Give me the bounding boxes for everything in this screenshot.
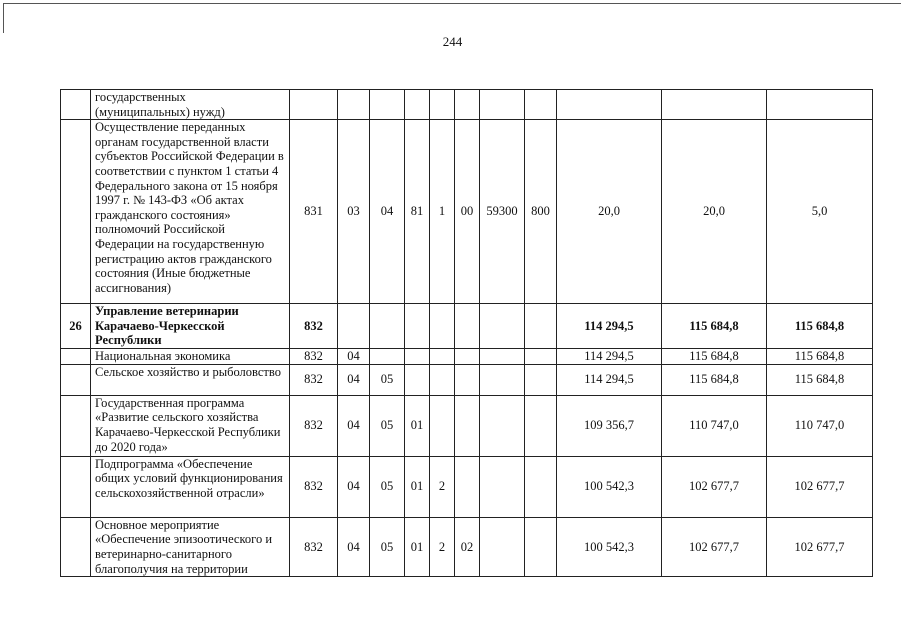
amount-year-1: 109 356,7 [557, 395, 662, 456]
code-expense-type [525, 456, 557, 517]
item-name: Национальная экономика [91, 349, 290, 365]
code-target-program: 81 [405, 120, 430, 304]
code-grbs: 832 [290, 349, 338, 365]
code-section: 03 [338, 120, 370, 304]
item-name: Подпрограмма «Обеспечение общих условий функционирования сельскохозяйственной отрасли» [91, 456, 290, 517]
item-name: Сельское хозяйство и рыболовство [91, 364, 290, 395]
code-subsection [370, 90, 405, 120]
code-target-direction [480, 395, 525, 456]
code-target-event [455, 349, 480, 365]
amount-year-2: 115 684,8 [662, 349, 767, 365]
code-subsection [370, 304, 405, 349]
code-target-subprogram [430, 90, 455, 120]
row-number [61, 349, 91, 365]
code-grbs: 832 [290, 364, 338, 395]
code-subsection: 05 [370, 517, 405, 576]
code-expense-type [525, 395, 557, 456]
code-grbs: 832 [290, 517, 338, 576]
code-section [338, 304, 370, 349]
code-target-event [455, 90, 480, 120]
table-row [61, 304, 873, 349]
amount-year-3 [767, 90, 873, 120]
amount-year-2: 115 684,8 [662, 364, 767, 395]
code-subsection: 05 [370, 456, 405, 517]
item-name: государственных (муниципальных) нужд) [91, 90, 290, 120]
code-target-subprogram [430, 395, 455, 456]
row-number [61, 395, 91, 456]
code-grbs [290, 90, 338, 120]
amount-year-3: 115 684,8 [767, 349, 873, 365]
amount-year-3: 115 684,8 [767, 364, 873, 395]
code-target-event [455, 304, 480, 349]
code-section: 04 [338, 456, 370, 517]
code-section: 04 [338, 364, 370, 395]
code-section: 04 [338, 395, 370, 456]
amount-year-3: 102 677,7 [767, 456, 873, 517]
code-section [338, 90, 370, 120]
code-expense-type [525, 90, 557, 120]
code-target-direction [480, 364, 525, 395]
code-subsection [370, 349, 405, 365]
amount-year-2 [662, 90, 767, 120]
item-name: Государственная программа «Развитие сельского хозяйства Карачаево-Черкесской Республики до 2020 года» [91, 395, 290, 456]
page-number: 244 [442, 34, 463, 49]
amount-year-1 [557, 90, 662, 120]
code-section: 04 [338, 349, 370, 365]
amount-year-2: 102 677,7 [662, 517, 767, 576]
code-target-subprogram: 1 [430, 120, 455, 304]
code-target-subprogram [430, 304, 455, 349]
code-target-subprogram [430, 364, 455, 395]
row-number [61, 517, 91, 576]
code-target-event [455, 395, 480, 456]
amount-year-1: 100 542,3 [557, 517, 662, 576]
row-number [61, 364, 91, 395]
scan-border-top [3, 3, 901, 4]
code-grbs: 831 [290, 120, 338, 304]
code-target-direction [480, 456, 525, 517]
code-subsection: 05 [370, 395, 405, 456]
code-section: 04 [338, 517, 370, 576]
code-subsection: 04 [370, 120, 405, 304]
code-target-direction [480, 517, 525, 576]
item-name: Основное мероприятие «Обеспечение эпизоотического и ветеринарно-санитарного благополучия на территории [91, 517, 290, 576]
table-row [61, 517, 873, 576]
amount-year-2: 110 747,0 [662, 395, 767, 456]
row-number: 26 [61, 304, 91, 349]
code-target-event: 00 [455, 120, 480, 304]
code-subsection: 05 [370, 364, 405, 395]
row-number [61, 456, 91, 517]
code-grbs: 832 [290, 304, 338, 349]
code-expense-type [525, 364, 557, 395]
code-target-direction [480, 349, 525, 365]
item-name: Управление ветеринарии Карачаево-Черкесской Республики [91, 304, 290, 349]
row-number [61, 90, 91, 120]
amount-year-2: 115 684,8 [662, 304, 767, 349]
code-target-direction [480, 90, 525, 120]
budget-table [60, 89, 873, 577]
amount-year-3: 102 677,7 [767, 517, 873, 576]
table-row [61, 90, 873, 120]
code-target-program: 01 [405, 456, 430, 517]
amount-year-1: 114 294,5 [557, 349, 662, 365]
code-expense-type [525, 517, 557, 576]
amount-year-2: 102 677,7 [662, 456, 767, 517]
code-expense-type [525, 349, 557, 365]
code-target-program: 01 [405, 395, 430, 456]
code-expense-type [525, 304, 557, 349]
amount-year-3: 110 747,0 [767, 395, 873, 456]
amount-year-3: 5,0 [767, 120, 873, 304]
table-row [61, 395, 873, 456]
code-target-program: 01 [405, 517, 430, 576]
code-target-direction: 59300 [480, 120, 525, 304]
amount-year-1: 20,0 [557, 120, 662, 304]
code-target-direction [480, 304, 525, 349]
row-number [61, 120, 91, 304]
code-target-event [455, 364, 480, 395]
table-row [61, 120, 873, 304]
code-expense-type: 800 [525, 120, 557, 304]
amount-year-1: 114 294,5 [557, 304, 662, 349]
code-target-subprogram: 2 [430, 456, 455, 517]
amount-year-2: 20,0 [662, 120, 767, 304]
code-target-subprogram [430, 349, 455, 365]
code-target-event: 02 [455, 517, 480, 576]
amount-year-1: 114 294,5 [557, 364, 662, 395]
table-row [61, 456, 873, 517]
amount-year-1: 100 542,3 [557, 456, 662, 517]
table-row [61, 349, 873, 365]
code-target-program [405, 90, 430, 120]
code-target-subprogram: 2 [430, 517, 455, 576]
scan-border-left [3, 3, 4, 33]
amount-year-3: 115 684,8 [767, 304, 873, 349]
table-row [61, 364, 873, 395]
code-target-event [455, 456, 480, 517]
code-grbs: 832 [290, 456, 338, 517]
code-target-program [405, 364, 430, 395]
code-target-program [405, 304, 430, 349]
code-grbs: 832 [290, 395, 338, 456]
item-name: Осуществление переданных органам государственной власти субъектов Российской Федерации в соответствии с пунктом 1 статьи 4 Федерального закона от 15 ноября 1997 г. № 143-ФЗ «Об актах гражданского состояния» полномочий Российской Федерации на государственную регистрацию актов гражданского состояния (Иные бюджетные ассигнования) [91, 120, 290, 304]
code-target-program [405, 349, 430, 365]
